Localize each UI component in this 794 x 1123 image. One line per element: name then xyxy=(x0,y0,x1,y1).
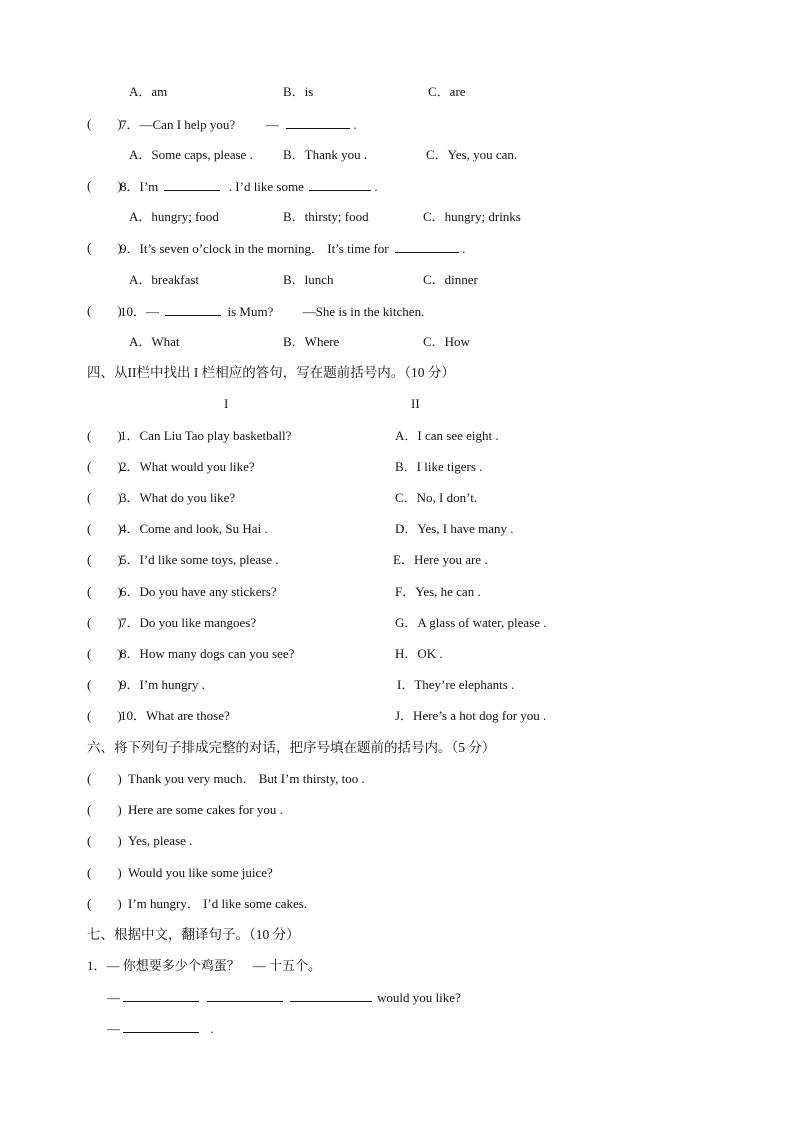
q8-answer-paren[interactable]: ( ) xyxy=(87,178,122,193)
s4-answer-option: J．Here’s a hot dog for you . xyxy=(395,708,547,723)
q10-question xyxy=(120,303,424,320)
q8-option-a: A．hungry; food xyxy=(129,209,219,224)
section-4-col-1-header: I xyxy=(224,396,229,411)
s4-question: 4．Come and look, Su Hai . xyxy=(120,521,268,536)
q7-option-b: B．Thank you . xyxy=(283,147,368,162)
q7-blank[interactable] xyxy=(286,116,350,129)
s7-blank-3[interactable] xyxy=(290,989,372,1002)
s4-question: 1．Can Liu Tao play basketball? xyxy=(120,428,292,443)
s4-answer-option: C．No, I don’t. xyxy=(395,490,478,505)
s4-answer-paren[interactable]: ( ) xyxy=(87,459,122,474)
q7-option-c: C．Yes, you can. xyxy=(426,147,518,162)
section-7-q1-answer-line-1 xyxy=(107,989,461,1006)
section-7-q1-prompt: 1．— 你想要多少个鸡蛋？ — 十五个。 xyxy=(87,958,322,973)
q10-option-a: A．What xyxy=(129,334,180,349)
s7-line1-dash: — xyxy=(107,990,120,1005)
s4-answer-option: B．I like tigers . xyxy=(395,459,483,474)
q8-text1: 8．I’m xyxy=(120,179,159,194)
q10-text1: 10．— xyxy=(120,304,160,319)
q8-blank-2[interactable] xyxy=(309,178,371,191)
s6-answer-paren[interactable]: ( ) xyxy=(87,833,122,848)
s4-answer-paren[interactable]: ( ) xyxy=(87,490,122,505)
q7-dash: — xyxy=(265,117,279,132)
q10-blank[interactable] xyxy=(165,303,221,316)
q7-option-a: A．Some caps, please . xyxy=(129,147,253,162)
s7-blank-1[interactable] xyxy=(123,989,199,1002)
s4-answer-paren[interactable]: ( ) xyxy=(87,646,122,661)
q10-text2: is Mum? xyxy=(227,304,274,319)
s7-blank-2[interactable] xyxy=(207,989,283,1002)
section-7-title: 七、根据中文，翻译句子。（10 分） xyxy=(87,927,300,942)
q10-text3: —She is in the kitchen. xyxy=(302,304,425,319)
s6-sentence: Would you like some juice? xyxy=(128,865,273,880)
q8-end: . xyxy=(374,179,378,194)
q9-question xyxy=(120,240,465,257)
s4-question: 2．What would you like? xyxy=(120,459,255,474)
q9-option-a: A．breakfast xyxy=(129,272,200,287)
s4-question: 5．I’d like some toys, please . xyxy=(120,552,279,567)
q6-option-a: A．am xyxy=(129,84,168,99)
s4-answer-paren[interactable]: ( ) xyxy=(87,615,122,630)
s7-line2-end: . xyxy=(210,1021,214,1036)
s6-sentence: I’m hungry． I’d like some cakes. xyxy=(128,896,308,911)
s6-sentence: Yes, please . xyxy=(128,833,193,848)
section-4-title: 四、从II栏中找出 I 栏相应的答句，写在题前括号内。（10 分） xyxy=(87,365,455,380)
q8-question xyxy=(120,178,378,195)
s4-answer-paren[interactable]: ( ) xyxy=(87,677,122,692)
s4-answer-paren[interactable]: ( ) xyxy=(87,584,122,599)
s4-answer-paren[interactable]: ( ) xyxy=(87,428,122,443)
q8-option-b: B．thirsty; food xyxy=(283,209,369,224)
q7-end: . xyxy=(353,117,357,132)
s4-answer-option: D．Yes, I have many . xyxy=(395,521,514,536)
q9-option-b: B．lunch xyxy=(283,272,334,287)
q9-end: . xyxy=(462,241,466,256)
s6-answer-paren[interactable]: ( ) xyxy=(87,896,122,911)
s4-answer-option: G．A glass of water, please . xyxy=(395,615,547,630)
q7-text: 7．—Can I help you? xyxy=(120,117,236,132)
q10-option-c: C．How xyxy=(423,334,470,349)
s4-question: 6．Do you have any stickers? xyxy=(120,584,277,599)
s7-line2-dash: — xyxy=(107,1021,120,1036)
s6-sentence: Here are some cakes for you . xyxy=(128,802,283,817)
s7-blank-4[interactable] xyxy=(123,1020,199,1033)
section-4-col-2-header: II xyxy=(411,396,420,411)
s4-answer-option: H．OK . xyxy=(395,646,443,661)
s6-answer-paren[interactable]: ( ) xyxy=(87,802,122,817)
q7-answer-paren[interactable]: ( ) xyxy=(87,116,122,131)
q8-option-c: C．hungry; drinks xyxy=(423,209,521,224)
s6-answer-paren[interactable]: ( ) xyxy=(87,771,122,786)
q9-answer-paren[interactable]: ( ) xyxy=(87,240,122,255)
s4-question: 10．What are those? xyxy=(120,708,230,723)
q6-option-c: C．are xyxy=(428,84,466,99)
q6-option-b: B．is xyxy=(283,84,314,99)
s4-question: 3．What do you like? xyxy=(120,490,236,505)
q9-blank[interactable] xyxy=(395,240,459,253)
q9-option-c: C．dinner xyxy=(423,272,478,287)
s6-answer-paren[interactable]: ( ) xyxy=(87,865,122,880)
s4-question: 8．How many dogs can you see? xyxy=(120,646,295,661)
q8-text2: . I’d like some xyxy=(228,179,304,194)
s4-answer-paren[interactable]: ( ) xyxy=(87,708,122,723)
q10-answer-paren[interactable]: ( ) xyxy=(87,303,122,318)
s4-answer-paren[interactable]: ( ) xyxy=(87,521,122,536)
q10-option-b: B．Where xyxy=(283,334,340,349)
s7-line1-end: would you like? xyxy=(377,990,461,1005)
s6-sentence: Thank you very much． But I’m thirsty, too . xyxy=(128,771,365,786)
s4-answer-option: E．Here you are . xyxy=(393,552,488,567)
s4-answer-option: A．I can see eight . xyxy=(395,428,499,443)
q9-text: 9．It’s seven o’clock in the morning． It’s time for xyxy=(120,241,389,256)
section-6-title: 六、将下列句子排成完整的对话，把序号填在题前的括号内。（5 分） xyxy=(87,740,496,755)
s4-answer-paren[interactable]: ( ) xyxy=(87,552,122,567)
section-7-q1-answer-line-2 xyxy=(107,1020,214,1037)
s4-answer-option: F．Yes, he can . xyxy=(395,584,481,599)
s4-answer-option: I．They’re elephants . xyxy=(397,677,515,692)
q8-blank-1[interactable] xyxy=(164,178,220,191)
s4-question: 9．I’m hungry . xyxy=(120,677,205,692)
s4-question: 7．Do you like mangoes? xyxy=(120,615,257,630)
q7-question xyxy=(120,116,356,133)
